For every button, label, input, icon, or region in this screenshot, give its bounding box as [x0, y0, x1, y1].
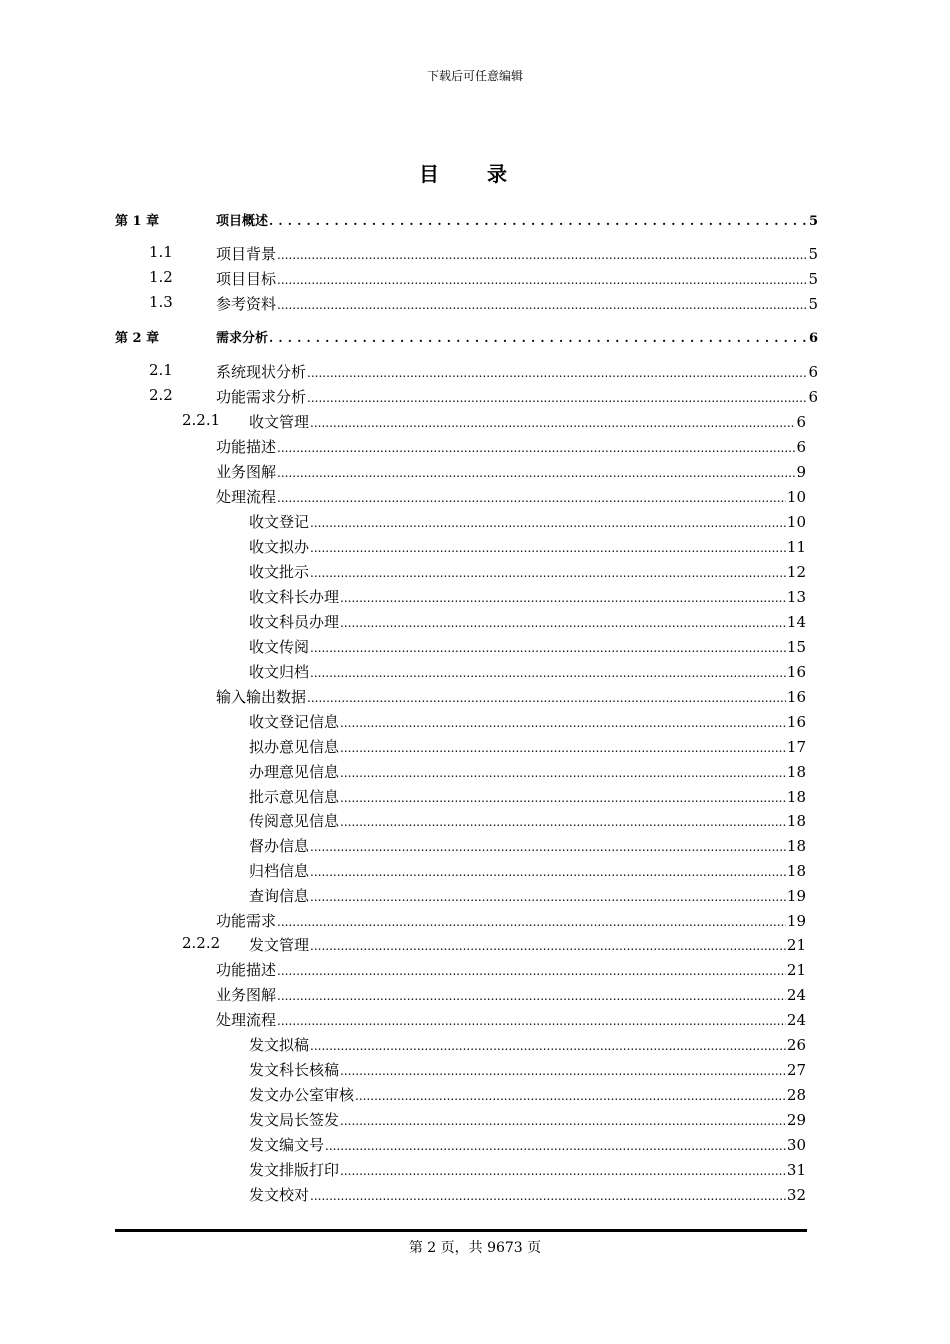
toc-entry-title: 收文登记	[249, 513, 310, 531]
toc-entry-title: 功能需求	[216, 912, 277, 930]
toc-entry[interactable]	[0, 686, 950, 710]
toc-entry[interactable]	[0, 511, 950, 535]
toc-entry[interactable]	[0, 661, 950, 685]
toc-entry-page: 19	[786, 887, 806, 905]
toc-entry-title: 归档信息	[249, 862, 310, 880]
dot-leader	[277, 488, 786, 506]
toc-entry-title: 收文拟办	[249, 538, 310, 556]
toc-entry-page: 21	[786, 961, 806, 979]
dot-leader	[269, 331, 808, 346]
toc-entry-page: 28	[786, 1086, 806, 1104]
toc-entry-number: 2.2.2	[182, 934, 221, 952]
toc-entry-title: 收文批示	[249, 563, 310, 581]
dot-leader	[310, 887, 786, 905]
dot-leader	[340, 713, 786, 731]
toc-entry-page: 5	[808, 295, 818, 313]
page-footer: 第 2 页，共 9673 页	[408, 1240, 542, 1256]
dot-leader	[310, 1036, 786, 1054]
dot-leader	[277, 986, 786, 1004]
toc-entry-page: 18	[786, 812, 806, 830]
toc-entry[interactable]	[0, 386, 950, 410]
dot-leader	[310, 413, 795, 431]
toc-entry-page: 18	[786, 763, 806, 781]
toc-entry-page: 5	[808, 270, 818, 288]
dot-leader	[307, 363, 807, 381]
toc-entry[interactable]	[0, 1034, 950, 1058]
dot-leader	[277, 270, 807, 288]
toc-entry-page: 6	[808, 363, 818, 381]
toc-entry[interactable]	[0, 210, 950, 234]
toc-entry-page: 21	[786, 936, 806, 954]
toc-entry-page: 10	[786, 488, 806, 506]
toc-entry-title: 功能描述	[216, 438, 277, 456]
toc-entry-title: 功能描述	[216, 961, 277, 979]
dot-leader	[340, 613, 786, 631]
toc-entry-page: 18	[786, 837, 806, 855]
toc-entry[interactable]	[0, 934, 950, 958]
dot-leader	[340, 1111, 786, 1129]
toc-entry-number: 1.2	[149, 268, 173, 286]
toc-entry-title: 查询信息	[249, 887, 310, 905]
toc-entry-page: 26	[786, 1036, 806, 1054]
toc-entry[interactable]	[0, 1134, 950, 1158]
dot-leader	[277, 295, 807, 313]
toc-entry-title: 发文办公室审核	[249, 1086, 355, 1104]
toc-entry[interactable]	[0, 1109, 950, 1133]
toc-entry-title: 收文管理	[249, 413, 310, 431]
toc-entry[interactable]	[0, 761, 950, 785]
dot-leader	[310, 513, 786, 531]
toc-entry-page: 31	[786, 1161, 806, 1179]
toc-entry-page: 6	[808, 388, 818, 406]
toc-entry-page: 13	[786, 588, 806, 606]
toc-entry-number: 2.2	[149, 386, 173, 404]
toc-entry-page: 11	[786, 538, 806, 556]
dot-leader	[355, 1086, 786, 1104]
toc-entry-number: 第 2 章	[115, 331, 160, 346]
dot-leader	[277, 1011, 786, 1029]
toc-entry[interactable]	[0, 361, 950, 385]
footer-divider	[115, 1229, 807, 1232]
toc-entry[interactable]	[0, 436, 950, 460]
dot-leader	[325, 1136, 786, 1154]
dot-leader	[310, 936, 786, 954]
toc-entry-title: 需求分析	[216, 331, 269, 346]
toc-entry[interactable]	[0, 243, 950, 267]
toc-entry-page: 5	[808, 245, 818, 263]
toc-entry-title: 发文局长签发	[249, 1111, 340, 1129]
toc-entry-title: 项目背景	[216, 245, 277, 263]
toc-entry-title: 业务图解	[216, 463, 277, 481]
dot-leader	[340, 812, 786, 830]
toc-entry-page: 29	[786, 1111, 806, 1129]
toc-entry-page: 16	[786, 688, 806, 706]
toc-entry[interactable]	[0, 411, 950, 435]
toc-entry-number: 1.3	[149, 293, 173, 311]
toc-entry-number: 第 1 章	[115, 214, 160, 229]
toc-entry-number: 2.1	[149, 361, 173, 379]
toc-entry-title: 项目概述	[216, 214, 269, 229]
toc-entry[interactable]	[0, 711, 950, 735]
toc-entry[interactable]	[0, 561, 950, 585]
toc-entry-page: 6	[796, 413, 806, 431]
toc-entry-page: 19	[786, 912, 806, 930]
dot-leader	[340, 763, 786, 781]
toc-entry-title: 系统现状分析	[216, 363, 307, 381]
toc-entry-number: 2.2.1	[182, 411, 221, 429]
toc-entry-page: 15	[786, 638, 806, 656]
toc-entry[interactable]	[0, 327, 950, 351]
toc-entry-page: 18	[786, 862, 806, 880]
dot-leader	[307, 388, 807, 406]
toc-entry-number: 1.1	[149, 243, 173, 261]
dot-leader	[340, 738, 786, 756]
dot-leader	[310, 563, 786, 581]
toc-entry[interactable]	[0, 810, 950, 834]
toc-entry-page: 14	[786, 613, 806, 631]
toc-entry[interactable]	[0, 461, 950, 485]
toc-entry-title: 功能需求分析	[216, 388, 307, 406]
toc-entry-title: 发文校对	[249, 1186, 310, 1204]
toc-entry[interactable]	[0, 486, 950, 510]
toc-entry[interactable]	[0, 536, 950, 560]
toc-entry-page: 9	[796, 463, 806, 481]
dot-leader	[340, 788, 786, 806]
toc-entry-page: 6	[796, 438, 806, 456]
dot-leader	[310, 862, 786, 880]
toc-entry[interactable]	[0, 984, 950, 1008]
toc-entry-title: 业务图解	[216, 986, 277, 1004]
dot-leader	[310, 638, 786, 656]
toc-entry-page: 16	[786, 713, 806, 731]
header-note: 下载后可任意编辑	[426, 69, 523, 83]
toc-entry[interactable]	[0, 1059, 950, 1083]
toc-entry-title: 收文传阅	[249, 638, 310, 656]
toc-entry-page: 6	[808, 331, 818, 346]
dot-leader	[277, 245, 807, 263]
toc-entry[interactable]	[0, 636, 950, 660]
toc-entry-title: 发文科长核稿	[249, 1061, 340, 1079]
toc-entry-page: 16	[786, 663, 806, 681]
toc-entry-page: 24	[786, 1011, 806, 1029]
toc-entry-title: 参考资料	[216, 295, 277, 313]
toc-entry-title: 办理意见信息	[249, 763, 340, 781]
dot-leader	[277, 912, 786, 930]
toc-entry[interactable]	[0, 786, 950, 810]
toc-entry[interactable]	[0, 885, 950, 909]
dot-leader	[277, 463, 795, 481]
toc-title: 目录	[419, 162, 555, 186]
dot-leader	[310, 837, 786, 855]
toc-entry-title: 发文管理	[249, 936, 310, 954]
toc-entry-title: 发文编文号	[249, 1136, 325, 1154]
toc-entry-page: 5	[808, 214, 818, 229]
toc-entry-title: 发文排版打印	[249, 1161, 340, 1179]
toc-entry-title: 处理流程	[216, 488, 277, 506]
toc-entry[interactable]	[0, 959, 950, 983]
dot-leader	[307, 688, 786, 706]
dot-leader	[340, 1061, 786, 1079]
toc-entry-title: 督办信息	[249, 837, 310, 855]
dot-leader	[277, 438, 795, 456]
toc-entry[interactable]	[0, 611, 950, 635]
toc-entry-page: 24	[786, 986, 806, 1004]
toc-entry[interactable]	[0, 736, 950, 760]
dot-leader	[340, 588, 786, 606]
toc-entry-title: 发文拟稿	[249, 1036, 310, 1054]
toc-entry[interactable]	[0, 1084, 950, 1108]
toc-entry[interactable]	[0, 1184, 950, 1208]
toc-entry[interactable]	[0, 835, 950, 859]
toc-entry-page: 32	[786, 1186, 806, 1204]
toc-entry-title: 处理流程	[216, 1011, 277, 1029]
toc-entry-title: 项目目标	[216, 270, 277, 288]
toc-entry-title: 收文科员办理	[249, 613, 340, 631]
toc-entry-title: 传阅意见信息	[249, 812, 340, 830]
toc-entry[interactable]	[0, 268, 950, 292]
dot-leader	[310, 663, 786, 681]
toc-entry[interactable]	[0, 293, 950, 317]
toc-entry-title: 收文登记信息	[249, 713, 340, 731]
toc-entry-title: 收文归档	[249, 663, 310, 681]
toc-entry-page: 30	[786, 1136, 806, 1154]
dot-leader	[310, 1186, 786, 1204]
toc-entry-title: 收文科长办理	[249, 588, 340, 606]
toc-entry[interactable]	[0, 1009, 950, 1033]
dot-leader	[277, 961, 786, 979]
toc-entry-page: 27	[786, 1061, 806, 1079]
dot-leader	[340, 1161, 786, 1179]
toc-entry-title: 批示意见信息	[249, 788, 340, 806]
toc-entry-page: 18	[786, 788, 806, 806]
toc-entry[interactable]	[0, 586, 950, 610]
dot-leader	[310, 538, 786, 556]
toc-entry[interactable]	[0, 910, 950, 934]
toc-entry-page: 10	[786, 513, 806, 531]
toc-entry[interactable]	[0, 1159, 950, 1183]
toc-entry[interactable]	[0, 860, 950, 884]
toc-entry-title: 输入输出数据	[216, 688, 307, 706]
dot-leader	[269, 214, 808, 229]
toc-entry-title: 拟办意见信息	[249, 738, 340, 756]
toc-entry-page: 17	[786, 738, 806, 756]
toc-entry-page: 12	[786, 563, 806, 581]
